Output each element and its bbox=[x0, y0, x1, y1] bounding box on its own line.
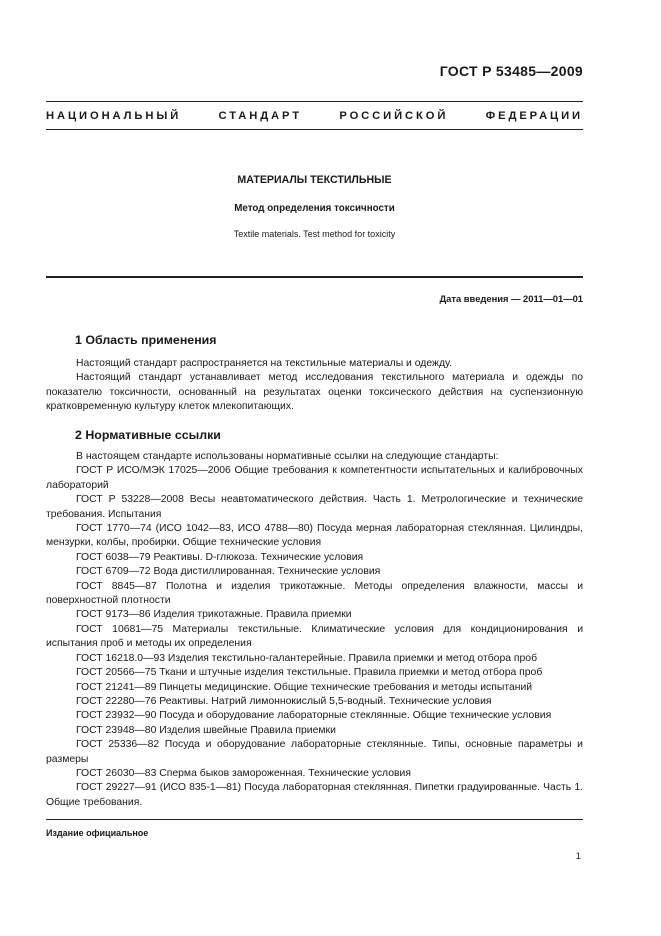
reference-item: ГОСТ 8845—87 Полотна и изделия трикотажные. Методы определения влажности, массы и поверхностной плотности bbox=[46, 580, 583, 607]
footer-rule bbox=[46, 819, 583, 820]
document-title: МАТЕРИАЛЫ ТЕКСТИЛЬНЫЕ bbox=[237, 174, 392, 186]
page-number: 1 bbox=[575, 850, 581, 861]
document-number: ГОСТ Р 53485—2009 bbox=[439, 63, 583, 79]
national-standard-banner: НАЦИОНАЛЬНЫЙ СТАНДАРТ РОССИЙСКОЙ ФЕДЕРАЦИИ bbox=[46, 110, 583, 122]
document-title-english: Textile materials. Test method for toxicity bbox=[233, 229, 396, 239]
reference-item: ГОСТ 23948—80 Изделия швейные Правила приемки bbox=[76, 724, 336, 736]
reference-item: ГОСТ Р 53228—2008 Весы неавтоматического действия. Часть 1. Метрологические и технические требования. Испытания bbox=[46, 494, 583, 520]
section-1-paragraph: Настоящий стандарт устанавливает метод исследования текстильного материала и одежды по показателю токсичности, основанный на результатах оценки токсического действия на суспензионную кратковременную культуру клеток млекопитающих. bbox=[46, 372, 583, 413]
section-2-heading: 2 Нормативные ссылки bbox=[75, 428, 221, 442]
title-rule bbox=[46, 276, 583, 278]
reference-item: ГОСТ Р ИСО/МЭК 17025—2006 Общие требования к компетентности испытательных и калибровочных лабораторий bbox=[46, 465, 583, 491]
section-1-paragraph: Настоящий стандарт распространяется на текстильные материалы и одежду. bbox=[76, 358, 453, 369]
reference-item: ГОСТ 23932—90 Посуда и оборудование лабораторные стеклянные. Общие технические условия bbox=[76, 710, 552, 722]
header-rule-bottom bbox=[46, 129, 583, 130]
reference-item: ГОСТ 25336—82 Посуда и оборудование лабораторные стеклянные. Типы, основные параметры и размеры bbox=[46, 739, 583, 765]
reference-item: ГОСТ 1770—74 (ИСО 1042—83, ИСО 4788—80) Посуда мерная лабораторная стеклянная. Цилиндры, мензурки, колбы, пробирки. Общие технические условия bbox=[46, 523, 583, 549]
document-subtitle: Метод определения токсичности bbox=[234, 203, 395, 214]
reference-item: ГОСТ 26030—83 Сперма быков замороженная. Технические условия bbox=[76, 767, 411, 779]
reference-item: ГОСТ 9173—86 Изделия трикотажные. Правила приемки bbox=[76, 609, 352, 621]
section-1-body bbox=[46, 357, 583, 415]
reference-item: ГОСТ 29227—91 (ИСО 835-1—81) Посуда лабораторная стеклянная. Пипетки градуированные. Часть 1. Общие требования. bbox=[46, 782, 583, 808]
header-rule-top bbox=[46, 101, 583, 102]
section-2-intro: В настоящем стандарте использованы нормативные ссылки на следующие стандарты: bbox=[76, 451, 499, 462]
reference-item: ГОСТ 6709—72 Вода дистиллированная. Технические условия bbox=[76, 566, 381, 578]
reference-item: ГОСТ 16218.0—93 Изделия текстильно-галантерейные. Правила приемки и метод отбора проб bbox=[76, 652, 538, 664]
reference-item: ГОСТ 20566—75 Ткани и штучные изделия текстильные. Правила приемки и метод отбора проб bbox=[76, 667, 543, 679]
reference-item: ГОСТ 6038—79 Реактивы. D-глюкоза. Технические условия bbox=[76, 551, 364, 563]
reference-item: ГОСТ 22280—76 Реактивы. Натрий лимоннокислый 5,5-водный. Технические условия bbox=[76, 695, 492, 707]
section-1-heading: 1 Область применения bbox=[75, 333, 217, 347]
reference-item: ГОСТ 21241—89 Пинцеты медицинские. Общие технические требования и методы испытаний bbox=[76, 681, 533, 693]
effective-date: Дата введения — 2011—01—01 bbox=[439, 293, 583, 304]
official-edition-note: Издание официальное bbox=[46, 828, 149, 838]
section-2-body bbox=[46, 450, 583, 810]
reference-item: ГОСТ 10681—75 Материалы текстильные. Климатические условия для кондиционирования и испытания проб и методы их определения bbox=[46, 623, 583, 650]
